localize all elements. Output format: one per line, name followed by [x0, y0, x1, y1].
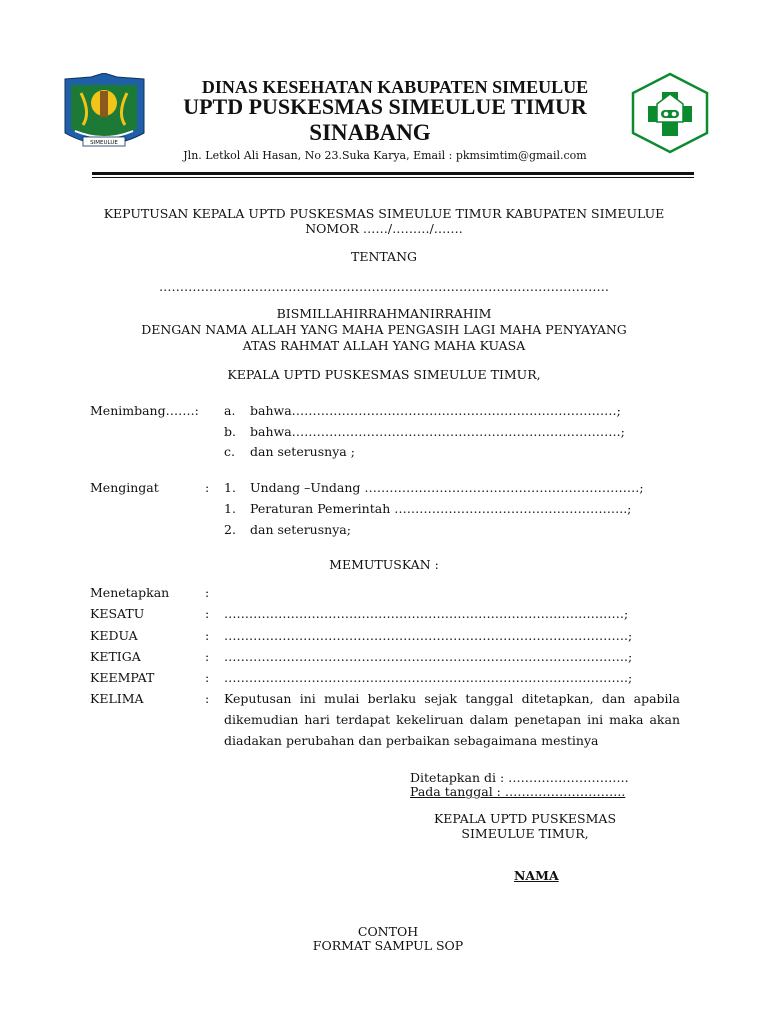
signer-position: KEPALA UPTD PUSKESMAS — [433, 811, 617, 826]
city-name: SINABANG — [309, 120, 431, 145]
decision-text: ……………………………………………………………………………………; — [224, 606, 629, 621]
decision-label: KESATU — [90, 606, 145, 621]
logo-text: SIMEULUE — [90, 140, 118, 146]
menimbang-label: Menimbang…….: — [90, 403, 199, 418]
decision-label: KETIGA — [90, 649, 141, 664]
decree-title: KEPUTUSAN KEPALA UPTD PUSKESMAS SIMEULUE TIMUR KABUPATEN SIMEULUE — [103, 206, 665, 221]
mengingat-marker: 2. — [224, 522, 236, 537]
kelima-text: Keputusan ini mulai berlaku sejak tanggal ditetapkan, dan apabila dikemudian hari terdapat kekeliruan dalam penetapan ini maka akan diadakan perubahan dan perbaikan sebagaimana mestinya — [224, 691, 680, 748]
decision-text: …………………………………………………………………………………….; — [224, 670, 633, 685]
tentang-subject: ……………………………………………………………………………………………… — [159, 279, 609, 294]
pada-tanggal: Pada tanggal : ……………………….. — [410, 784, 626, 799]
menimbang-marker: c. — [224, 444, 235, 459]
decision-colon: : — [205, 670, 210, 685]
header-rule-thin — [92, 177, 694, 178]
bismillah: BISMILLAHIRRAHMANIRRAHIM — [276, 306, 492, 321]
decree-number: NOMOR ……/………/……. — [305, 221, 463, 236]
kelima-label: KELIMA — [90, 691, 144, 706]
footer-contoh: CONTOH — [357, 924, 419, 939]
mengingat-item: Peraturan Pemerintah ………………………………………………..; — [250, 501, 632, 516]
decision-text: …………………………………………………………………………………….; — [224, 649, 633, 664]
kepala-heading: KEPALA UPTD PUSKESMAS SIMEULUE TIMUR, — [227, 367, 541, 382]
memutuskan-heading: MEMUTUSKAN : — [329, 557, 439, 572]
mengingat-marker: 1. — [224, 501, 236, 516]
decision-label: KEEMPAT — [90, 670, 155, 685]
signer-name: NAMA — [514, 868, 559, 883]
decision-colon: : — [205, 606, 210, 621]
decision-colon: : — [205, 628, 210, 643]
dengan-nama: DENGAN NAMA ALLAH YANG MAHA PENGASIH LAGI MAHA PENYAYANG — [141, 322, 627, 337]
agency-name: DINAS KESEHATAN KABUPATEN SIMEULUE — [201, 77, 589, 97]
menimbang-marker: a. — [224, 403, 236, 418]
puskesmas-name: UPTD PUSKESMAS SIMEULUE TIMUR — [183, 94, 587, 119]
decision-colon: : — [205, 649, 210, 664]
menimbang-item: bahwa……………………………………………………………………; — [250, 403, 621, 418]
footer-format: FORMAT SAMPUL SOP — [312, 938, 464, 953]
tentang-heading: TENTANG — [350, 249, 417, 264]
decision-text: …………………………………………………………………………………….; — [224, 628, 633, 643]
mengingat-colon: : — [205, 480, 210, 495]
header-rule-thick — [92, 172, 694, 175]
menimbang-marker: b. — [224, 424, 236, 439]
decision-colon: : — [205, 585, 210, 600]
kelima-colon: : — [205, 691, 210, 706]
simeulue-logo — [61, 73, 148, 153]
decision-label: KEDUA — [90, 628, 138, 643]
atas-rahmat: ATAS RAHMAT ALLAH YANG MAHA KUASA — [242, 338, 526, 353]
menimbang-item: dan seterusnya ; — [250, 444, 355, 459]
ditetapkan-di: Ditetapkan di : ……………………….. — [410, 770, 629, 785]
puskesmas-logo — [629, 72, 711, 154]
mengingat-item: Undang –Undang …………………………………………………………; — [250, 480, 644, 495]
mengingat-label: Mengingat — [90, 480, 159, 495]
decision-label: Menetapkan — [90, 585, 170, 600]
signer-position-2: SIMEULUE TIMUR, — [461, 826, 589, 841]
address: Jln. Letkol Ali Hasan, No 23.Suka Karya, Email : pkmsimtim@gmail.com — [183, 149, 587, 162]
menimbang-item: bahwa…………………………………………………………………….; — [250, 424, 625, 439]
mengingat-marker: 1. — [224, 480, 236, 495]
mengingat-item: dan seterusnya; — [250, 522, 351, 537]
